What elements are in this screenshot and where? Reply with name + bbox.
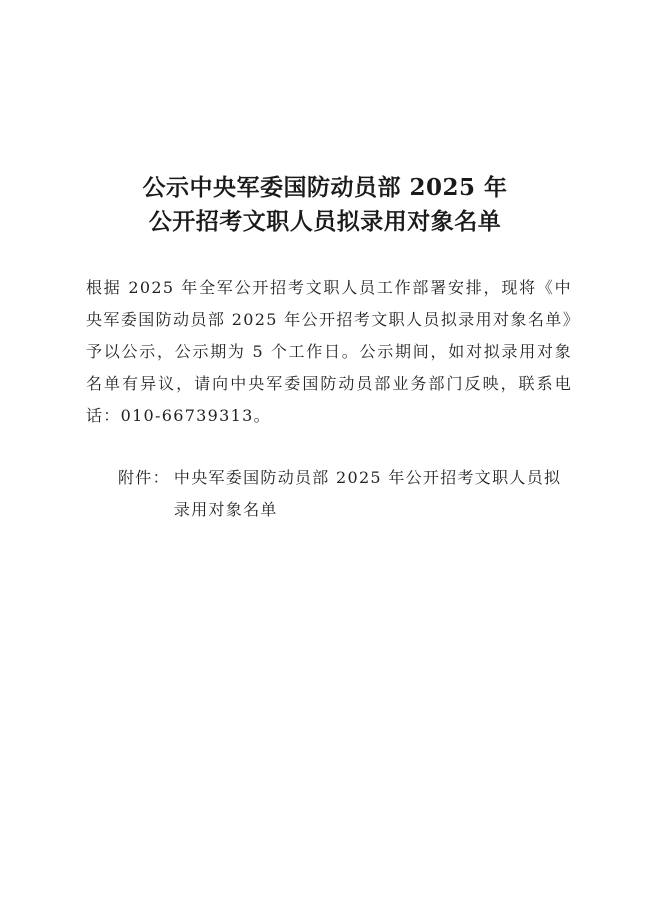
- attachment-block: [118, 462, 572, 526]
- notice-paragraph: 根据 2025 年全军公开招考文职人员工作部署安排，现将《中央军委国防动员部 2025 年公开招考文职人员拟录用对象名单》予以公示，公示期为 5 个工作日。公示期间，如对拟录用对象名单有异议，请向中央军委国防动员部业务部门反映，联系电话：010-66739313。: [86, 278, 572, 425]
- document-title-line-1: 公示中央军委国防动员部 2025 年: [142, 174, 508, 201]
- attachment-content: 中央军委国防动员部 2025 年公开招考文职人员拟录用对象名单: [173, 468, 562, 519]
- document-title-line-2: 公开招考文职人员拟录用对象名单: [148, 208, 502, 235]
- attachment-label: 附件：: [118, 468, 170, 487]
